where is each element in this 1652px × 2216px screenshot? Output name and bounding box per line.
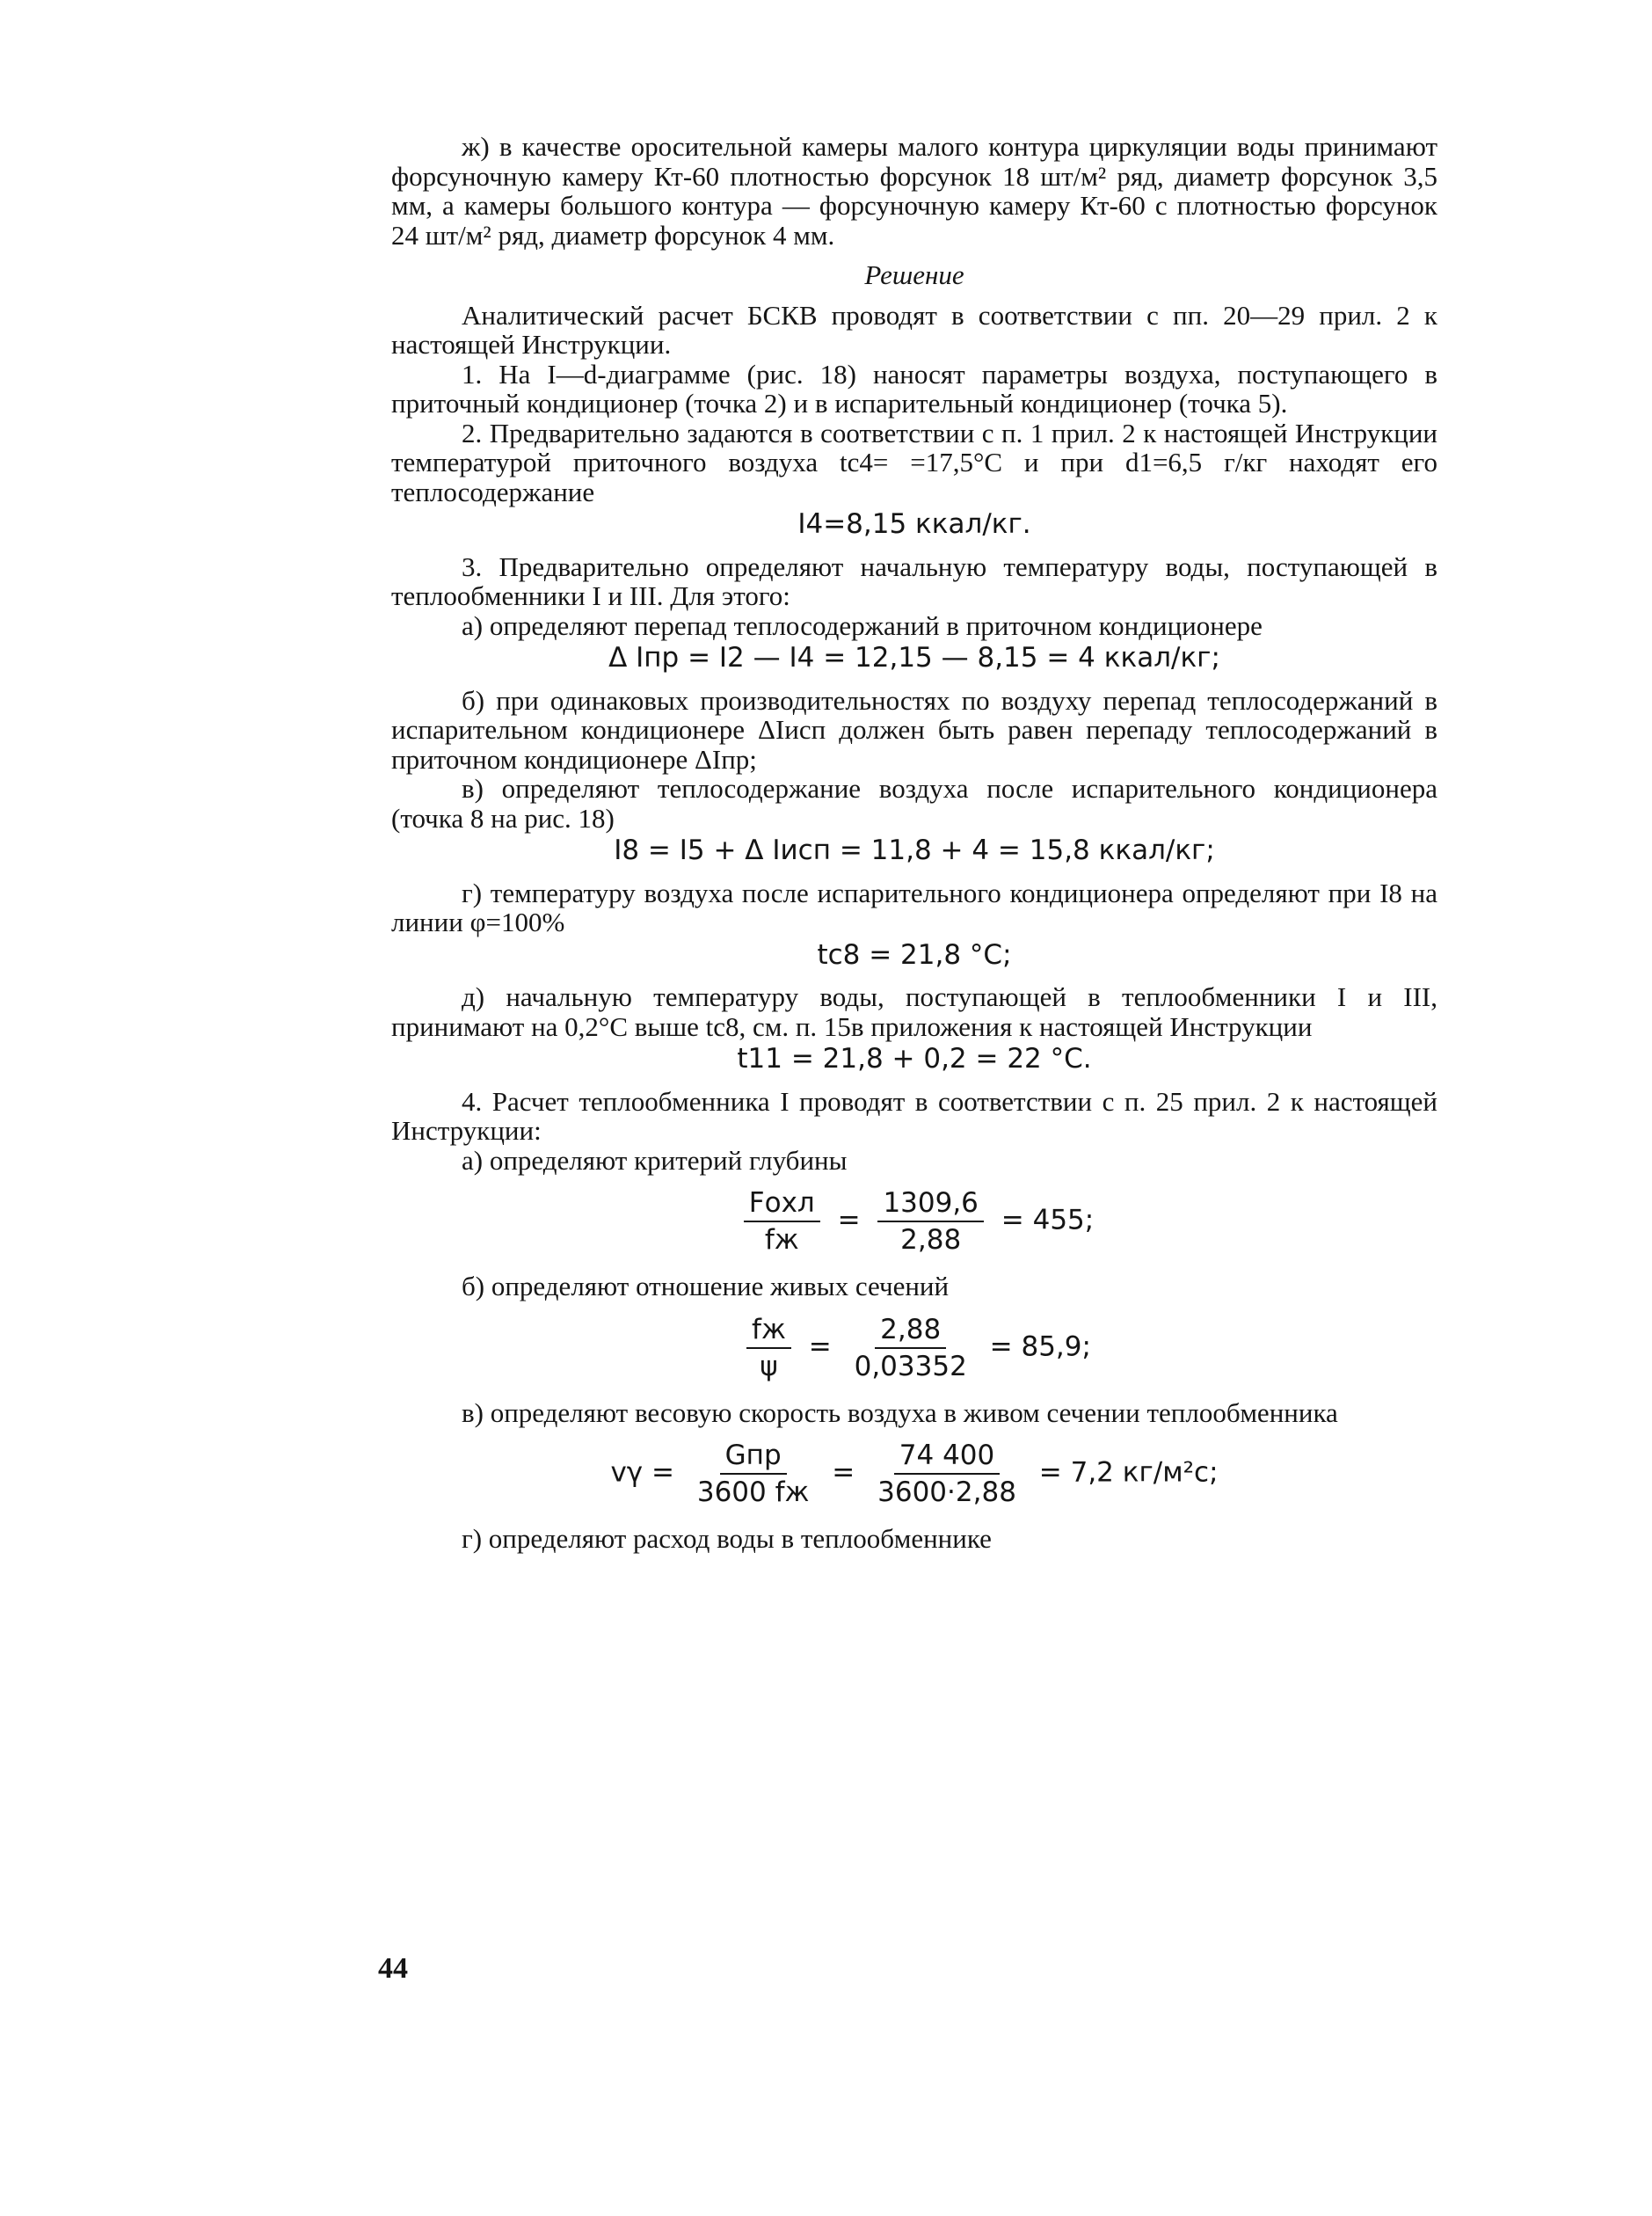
equation-lhs: vγ = <box>610 1456 674 1489</box>
equation-mass-velocity <box>391 1440 1437 1508</box>
text-column <box>391 132 1437 1554</box>
numerator: 1309,6 <box>877 1187 983 1222</box>
fraction-numeric <box>872 1440 1022 1508</box>
denominator: ψ <box>760 1350 778 1382</box>
equation-t11: t11 = 21,8 + 0,2 = 22 °С. <box>737 1043 1092 1075</box>
equation-result: = 7,2 кг/м²с; <box>1038 1456 1219 1489</box>
numerator: Fохл <box>744 1187 820 1222</box>
fraction-symbolic <box>744 1187 820 1256</box>
paragraph-4v: в) определяют весовую скорость воздуха в живом сечении теплообменника <box>462 1396 1338 1428</box>
numerator: fж <box>746 1314 791 1349</box>
denominator: 3600·2,88 <box>877 1476 1016 1508</box>
paragraph-4a: а) определяют критерий глубины <box>462 1144 848 1176</box>
numerator: Gпр <box>720 1440 787 1475</box>
numerator: 2,88 <box>875 1314 946 1349</box>
equation-i4: I4=8,15 ккал/кг. <box>797 508 1031 540</box>
paragraph-2: 2. Предварительно задаются в соответствии с п. 1 прил. 2 к настоящей Инструкции температурой приточного воздуха tс4= =17,5°С и при d1=6,5 г/кг находят его теплосодержание <box>391 417 1437 507</box>
denominator: 2,88 <box>900 1224 962 1256</box>
equation-section-ratio <box>391 1314 1437 1382</box>
equals-sign: = <box>837 1204 861 1236</box>
equation-result: = 455; <box>1001 1204 1095 1236</box>
equation-result: = 85,9; <box>989 1330 1091 1362</box>
denominator: 3600 fж <box>696 1476 810 1508</box>
page-number: 44 <box>378 1952 408 1985</box>
paragraph-3a: а) определяют перепад теплосодержаний в приточном кондиционере <box>462 609 1263 641</box>
equation-i8: I8 = I5 + Δ Iисп = 11,8 + 4 = 15,8 ккал/кг; <box>614 835 1215 866</box>
paragraph-4b: б) определяют отношение живых сечений <box>462 1271 950 1301</box>
paragraph-3g: г) температуру воздуха после испарительного кондиционера определяют при I8 на линии φ=100% <box>391 877 1437 937</box>
equation-delta-ipr: Δ Iпр = I2 — I4 = 12,15 — 8,15 = 4 ккал/кг; <box>608 642 1220 674</box>
section-heading: Решение <box>864 259 964 290</box>
fraction-numeric <box>877 1187 983 1256</box>
equals-sign: = <box>808 1330 832 1362</box>
paragraph-4: 4. Расчет теплообменника I проводят в соответствии с п. 25 прил. 2 к настоящей Инструкции: <box>391 1085 1437 1146</box>
paragraph-3d: д) начальную температуру воды, поступающей в теплообменники I и III, принимают на 0,2°С выше tс8, см. п. 15в приложения к настоящей Инструкции <box>391 981 1437 1042</box>
equals-sign: = <box>832 1456 855 1489</box>
paragraph-3b: б) при одинаковых производительностях по воздуху перепад теплосодержаний в испарительном кондиционере ΔIисп должен быть равен перепаду теплосодержаний в приточном кондиционере ΔIпр; <box>391 684 1437 775</box>
fraction-symbolic <box>746 1314 791 1382</box>
paragraph-1: 1. На I—d-диаграмме (рис. 18) наносят параметры воздуха, поступающего в приточный кондиционер (точка 2) и в испарительный кондиционер (точка 5). <box>391 358 1437 419</box>
denominator: fж <box>764 1224 799 1256</box>
denominator: 0,03352 <box>854 1350 967 1382</box>
fraction-numeric <box>849 1314 972 1382</box>
paragraph-3v: в) определяют теплосодержание воздуха после испарительного кондиционера (точка 8 на рис. 18) <box>391 773 1437 834</box>
equation-tc8: tс8 = 21,8 °С; <box>817 938 1012 971</box>
numerator: 74 400 <box>894 1440 1000 1475</box>
paragraph-4g: г) определяют расход воды в теплообменнике <box>462 1523 992 1554</box>
paragraph-intro: Аналитический расчет БСКВ проводят в соответствии с пп. 20—29 прил. 2 к настоящей Инструкции. <box>391 299 1437 360</box>
paragraph-3: 3. Предварительно определяют начальную температуру воды, поступающей в теплообменники I и III. Для этого: <box>391 550 1437 611</box>
fraction-symbolic <box>692 1440 815 1508</box>
equation-depth-criterion <box>391 1187 1437 1256</box>
paragraph-zh: ж) в качестве оросительной камеры малого контура циркуляции воды принимают форсуночную камеру Кт-60 плотностью форсунок 18 шт/м² ряд, диаметр форсунок 3,5 мм, а камеры большого контура — форсуночную камеру Кт-60 с плотностью форсунок 24 шт/м² ряд, диаметр форсунок 4 мм. <box>391 131 1437 251</box>
